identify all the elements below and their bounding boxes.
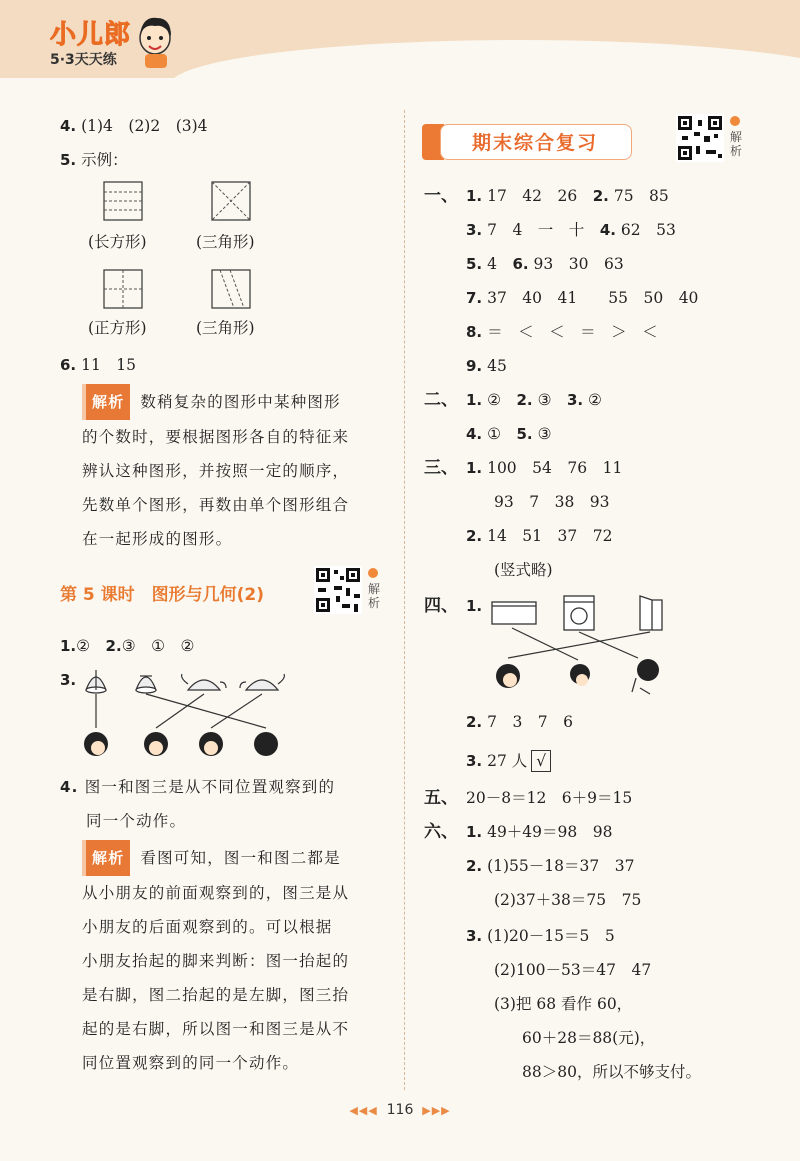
lesson-answer-3-num: 3.	[60, 671, 77, 689]
s1-line-6: 9. 45	[466, 357, 507, 375]
logo-title: 小儿郎	[50, 20, 132, 50]
s1-line-4: 7. 37 40 41 55 50 40	[466, 289, 699, 307]
qr-label: 解析	[368, 582, 381, 610]
matching-objects-figure	[488, 592, 688, 702]
s6-line-1: 1. 49＋49＝98 98	[466, 823, 613, 841]
s2-line-2: 4. ① 5. ③	[466, 425, 552, 443]
qr-code-icon-2[interactable]	[676, 114, 724, 162]
explanation-1: 解析 数稍复杂的图形中某种图形 的个数时，要根据图形各自的特征来 辨认这种图形，并按照一定的顺序， 先数单个图形，再数由单个图形组合 在一起形成的图形。	[82, 384, 392, 556]
section-banner	[422, 122, 632, 162]
mascot-icon	[135, 12, 177, 72]
logo-subtitle: 5·3天天练	[50, 52, 117, 68]
s4-line-2: 2. 7 3 7 6	[466, 713, 574, 731]
s4-line-3: 3. 27 人 √	[466, 750, 551, 772]
shape-label-tri1: (三角形)	[196, 233, 255, 251]
section-2-label: 二、	[424, 390, 458, 410]
explanation-2: 解析 看图可知，图一和图二都是 从小朋友的前面观察到的，图三是从 小朋友的后面观察到的。可以根据 小朋友抬起的脚来判断：图一抬起的 是右脚，图二抬起的是左脚，图三抬 起的是右脚，所以图一和图三是从不 同位置观察到的同一个动作。	[82, 840, 392, 1080]
shape-example-row2	[100, 268, 280, 310]
answer-4: 4. (1)4 (2)2 (3)4	[60, 117, 208, 135]
answer-5: 5. 示例：	[60, 151, 128, 169]
play-icon-2	[730, 116, 740, 126]
s4-n1: 1.	[466, 597, 483, 615]
brand-logo	[50, 14, 131, 69]
shape-label-tri2: (三角形)	[196, 319, 255, 337]
lesson-title: 第 5 课时 图形与几何(2)	[60, 585, 265, 605]
section-4-label: 四、	[424, 596, 458, 616]
s1-line-5: 8. ＝ ＜ ＜ ＝ ＞ ＜	[466, 323, 658, 341]
explanation-tag-2: 解析	[82, 840, 130, 876]
s3-line-1b: 93 7 38 93	[494, 493, 610, 511]
s3-line-1: 1. 100 54 76 11	[466, 459, 623, 477]
section-1-label: 一、	[424, 186, 458, 206]
lesson-answer-1-2: 1.② 2.③ ① ②	[60, 637, 195, 655]
qr-code-icon[interactable]	[314, 566, 362, 614]
s6-line-3a: 3. (1)20－15＝5 5	[466, 927, 615, 945]
shape-label-rect: (长方形)	[88, 233, 147, 251]
shape-label-square: (正方形)	[88, 319, 147, 337]
section-3-label: 三、	[424, 458, 458, 478]
section-6-label: 六、	[424, 822, 458, 842]
s5-line: 20－8＝12 6＋9＝15	[466, 789, 633, 807]
s3-note: (竖式略)	[494, 561, 553, 579]
s6-line-2b: (2)37＋38＝75 75	[494, 891, 642, 909]
teapot-matching-figure	[76, 662, 296, 764]
s1-line-1: 1. 17 42 26 2. 75 85	[466, 187, 669, 205]
prev-arrows-icon: ◀◀◀	[349, 1104, 378, 1117]
s1-line-3: 5. 4 6. 93 30 63	[466, 255, 624, 273]
section-5-label: 五、	[424, 788, 458, 808]
s6-line-3e: 88＞80，所以不够支付。	[522, 1063, 701, 1081]
answer-6: 6. 11 15	[60, 356, 137, 374]
checkmark-icon: √	[531, 750, 551, 772]
column-divider	[404, 110, 405, 1090]
s2-line-1: 1. ② 2. ③ 3. ②	[466, 391, 602, 409]
s6-line-3d: 60＋28＝88(元)，	[522, 1029, 656, 1047]
s6-line-2a: 2. (1)55－18＝37 37	[466, 857, 635, 875]
explanation-tag: 解析	[82, 384, 130, 420]
s3-line-2: 2. 14 51 37 72	[466, 527, 613, 545]
s6-line-3c: (3)把 68 看作 60，	[494, 995, 633, 1013]
s1-line-2: 3. 7 4 一 十 4. 62 53	[466, 221, 676, 239]
page-number: 116	[386, 1102, 414, 1118]
banner-title: 期末综合复习	[472, 132, 599, 154]
page-footer	[0, 1102, 800, 1118]
answer-4b: 4. 图一和图三是从不同位置观察到的 同一个动作。	[60, 778, 336, 830]
play-icon	[368, 568, 378, 578]
s6-line-3b: (2)100－53＝47 47	[494, 961, 652, 979]
qr-label-2: 解析	[730, 130, 743, 158]
next-arrows-icon: ▶▶▶	[422, 1104, 451, 1117]
shape-example-row1	[100, 180, 280, 222]
